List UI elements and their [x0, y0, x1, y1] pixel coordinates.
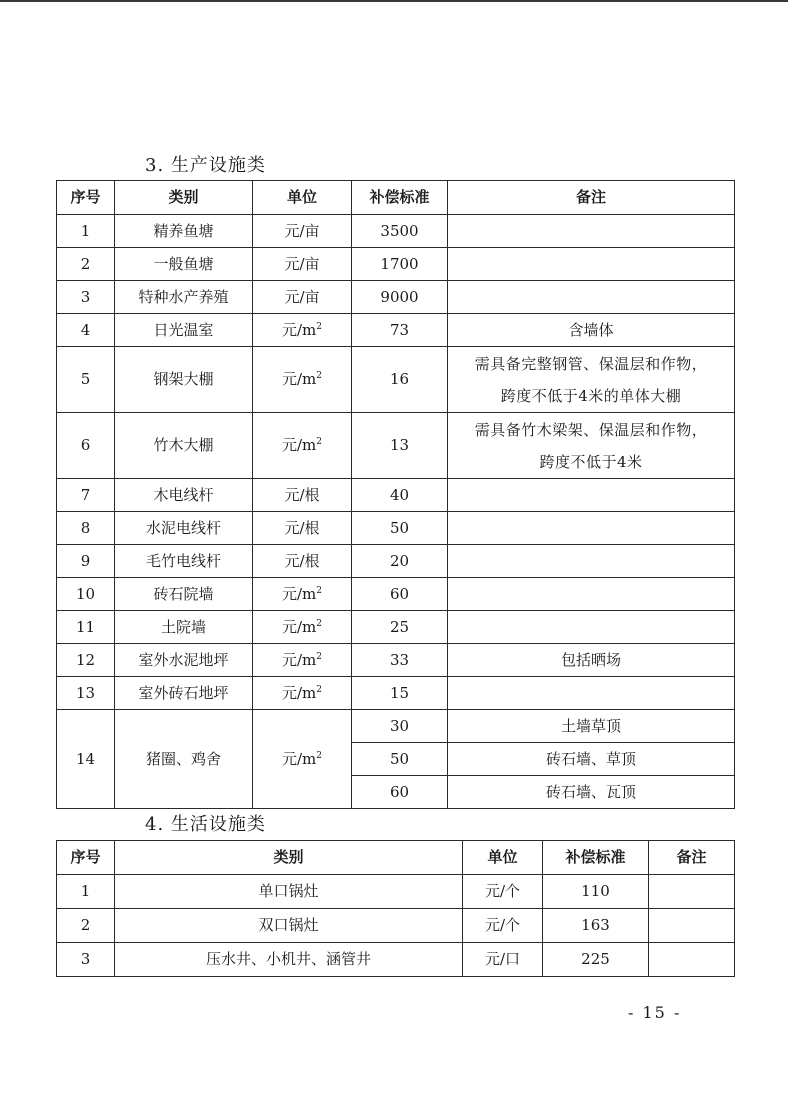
table-header-row [57, 181, 735, 215]
cell-no: 3 [57, 943, 115, 977]
cell-standard: 3500 [352, 215, 448, 248]
cell-category: 室外水泥地坪 [115, 644, 253, 677]
cell-note [448, 347, 735, 413]
section-4-title: 4. 生活设施类 [145, 814, 266, 835]
cell-note [448, 215, 735, 248]
cell-no: 2 [57, 248, 115, 281]
cell-category: 竹木大棚 [115, 413, 253, 479]
cell-category: 钢架大棚 [115, 347, 253, 413]
header-no: 序号 [57, 181, 115, 215]
table-row [57, 248, 735, 281]
table-row [57, 314, 735, 347]
cell-unit: 元$/m^2$ [253, 710, 352, 809]
table-row [57, 611, 735, 644]
page-number: - 15 - [628, 1003, 682, 1022]
cell-unit: 元/口 [463, 943, 543, 977]
table-row [57, 677, 735, 710]
table-row [57, 875, 735, 909]
cell-standard: 60 [352, 776, 448, 809]
cell-no: 13 [57, 677, 115, 710]
cell-no: 14 [57, 710, 115, 809]
cell-unit: 元/亩 [253, 281, 352, 314]
header-unit: 单位 [463, 841, 543, 875]
cell-no: 1 [57, 215, 115, 248]
header-standard: 补偿标准 [352, 181, 448, 215]
table-row [57, 578, 735, 611]
cell-standard: 225 [543, 943, 649, 977]
cell-category: 室外砖石地坪 [115, 677, 253, 710]
cell-note: 土墙草顶 [448, 710, 735, 743]
cell-no: 6 [57, 413, 115, 479]
cell-no: 2 [57, 909, 115, 943]
table-row [57, 644, 735, 677]
production-facilities-table [56, 180, 735, 809]
cell-category: 日光温室 [115, 314, 253, 347]
table-row [57, 545, 735, 578]
header-note: 备注 [448, 181, 735, 215]
table-row [57, 413, 735, 479]
cell-category: 砖石院墙 [115, 578, 253, 611]
table-row [57, 479, 735, 512]
cell-unit: 元/根 [253, 545, 352, 578]
top-border-line [0, 0, 788, 2]
cell-unit: 元/个 [463, 909, 543, 943]
cell-standard: 1700 [352, 248, 448, 281]
cell-standard: 9000 [352, 281, 448, 314]
cell-category: 一般鱼塘 [115, 248, 253, 281]
note-line-2: 跨度不低于4米的单体大棚 [500, 386, 682, 405]
cell-standard: 16 [352, 347, 448, 413]
cell-category: 精养鱼塘 [115, 215, 253, 248]
cell-no: 7 [57, 479, 115, 512]
cell-note: 包括晒场 [448, 644, 735, 677]
cell-note [649, 943, 735, 977]
cell-unit: 元/根 [253, 479, 352, 512]
cell-category: 水泥电线杆 [115, 512, 253, 545]
cell-category: 土院墙 [115, 611, 253, 644]
cell-note: 砖石墙、瓦顶 [448, 776, 735, 809]
cell-note [448, 512, 735, 545]
cell-standard: 13 [352, 413, 448, 479]
note-line-2: 跨度不低于4米 [539, 452, 643, 471]
cell-no: 10 [57, 578, 115, 611]
cell-no: 8 [57, 512, 115, 545]
cell-unit: 元$/m^2$ [253, 413, 352, 479]
table-row [57, 281, 735, 314]
cell-no: 4 [57, 314, 115, 347]
table-row [57, 512, 735, 545]
cell-category: 毛竹电线杆 [115, 545, 253, 578]
cell-note [448, 611, 735, 644]
cell-standard: 50 [352, 512, 448, 545]
cell-note [649, 909, 735, 943]
header-unit: 单位 [253, 181, 352, 215]
cell-standard: 25 [352, 611, 448, 644]
table-row [57, 215, 735, 248]
cell-note: 砖石墙、草顶 [448, 743, 735, 776]
header-note: 备注 [649, 841, 735, 875]
cell-standard: 40 [352, 479, 448, 512]
cell-category: 猪圈、鸡舍 [115, 710, 253, 809]
table-row [57, 943, 735, 977]
cell-no: 11 [57, 611, 115, 644]
cell-category: 压水井、小机井、涵管井 [115, 943, 463, 977]
table-header-row [57, 841, 735, 875]
cell-unit: 元/根 [253, 512, 352, 545]
cell-standard: 33 [352, 644, 448, 677]
cell-note [448, 578, 735, 611]
section-3-title: 3. 生产设施类 [145, 155, 266, 176]
cell-standard: 110 [543, 875, 649, 909]
cell-note [448, 479, 735, 512]
cell-note [448, 545, 735, 578]
cell-note: 含墙体 [448, 314, 735, 347]
cell-category: 双口锅灶 [115, 909, 463, 943]
cell-unit: 元$/m^2$ [253, 578, 352, 611]
cell-note [448, 281, 735, 314]
cell-standard: 50 [352, 743, 448, 776]
cell-unit: 元$/m^2$ [253, 347, 352, 413]
header-category: 类别 [115, 181, 253, 215]
cell-standard: 15 [352, 677, 448, 710]
cell-no: 5 [57, 347, 115, 413]
cell-category: 单口锅灶 [115, 875, 463, 909]
cell-standard: 73 [352, 314, 448, 347]
note-line-1: 需具备竹木梁架、保温层和作物， [474, 420, 708, 439]
cell-category: 木电线杆 [115, 479, 253, 512]
living-facilities-table [56, 840, 735, 977]
cell-unit: 元/亩 [253, 248, 352, 281]
cell-note [448, 248, 735, 281]
cell-standard: 60 [352, 578, 448, 611]
cell-no: 12 [57, 644, 115, 677]
cell-unit: 元$/m^2$ [253, 677, 352, 710]
cell-unit: 元$/m^2$ [253, 611, 352, 644]
cell-no: 3 [57, 281, 115, 314]
cell-category: 特种水产养殖 [115, 281, 253, 314]
cell-unit: 元/个 [463, 875, 543, 909]
table-row [57, 347, 735, 413]
table-row [57, 710, 735, 743]
cell-unit: 元$/m^2$ [253, 644, 352, 677]
cell-unit: 元/亩 [253, 215, 352, 248]
header-category: 类别 [115, 841, 463, 875]
note-line-1: 需具备完整钢管、保温层和作物， [474, 354, 708, 373]
cell-no: 1 [57, 875, 115, 909]
cell-note [448, 413, 735, 479]
table-row [57, 909, 735, 943]
cell-standard: 30 [352, 710, 448, 743]
cell-standard: 163 [543, 909, 649, 943]
cell-standard: 20 [352, 545, 448, 578]
cell-no: 9 [57, 545, 115, 578]
header-no: 序号 [57, 841, 115, 875]
cell-note [448, 677, 735, 710]
header-standard: 补偿标准 [543, 841, 649, 875]
cell-unit: 元$/m^2$ [253, 314, 352, 347]
cell-note [649, 875, 735, 909]
